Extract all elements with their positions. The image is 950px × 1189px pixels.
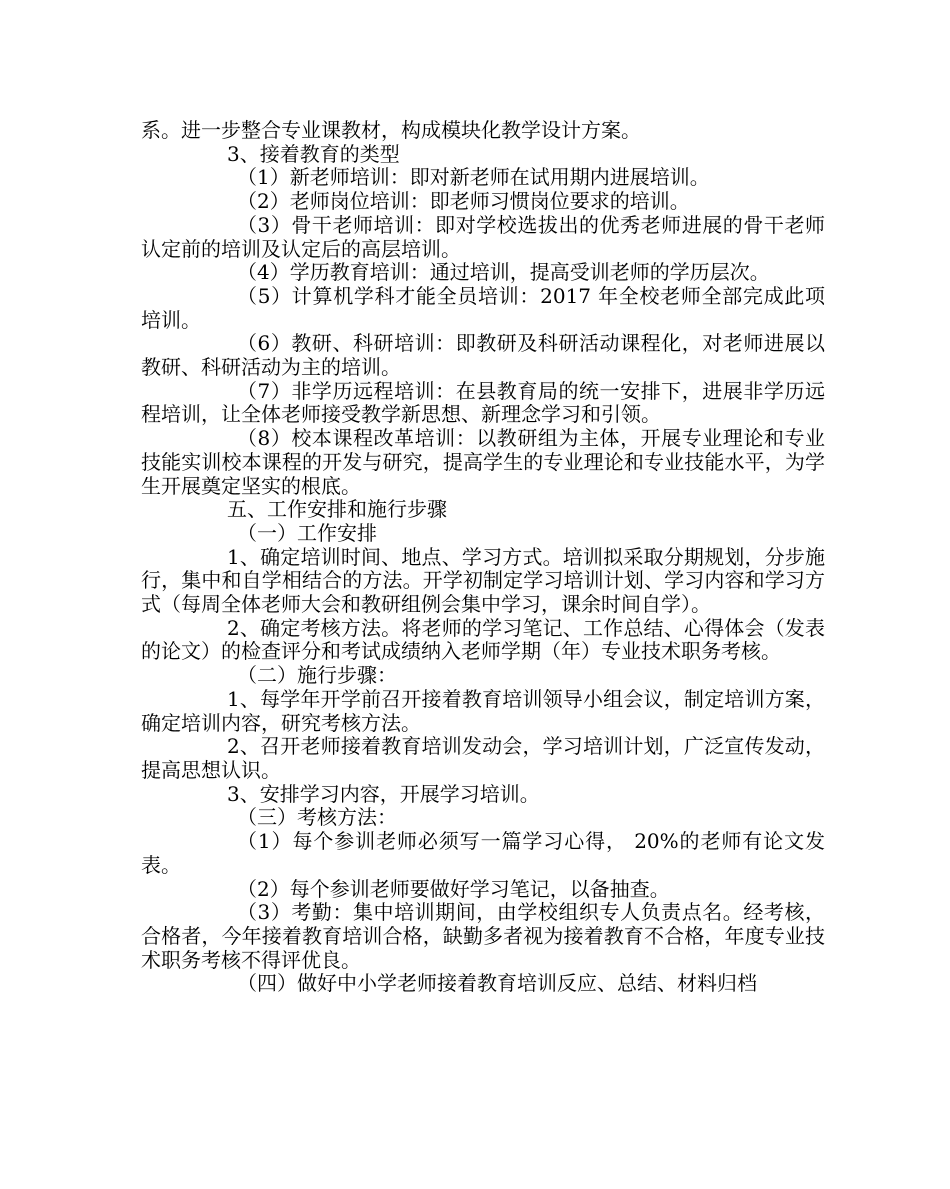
subsection-heading-2: （二）施行步骤：: [237, 663, 397, 688]
assessment-item-2: （2）每个参训老师要做好学习笔记，以备抽查。: [237, 876, 670, 901]
paragraph-1: 系。进一步整合专业课教材，构成模块化教学设计方案。: [141, 118, 641, 142]
assessment-item-1: （1）每个参训老师必须写一篇学习心得， 20%的老师有论文发表。: [141, 829, 825, 877]
section-heading-5: 五、工作安排和施行步骤: [227, 497, 447, 522]
list-item-type-4: （4）学历教育培训：通过培训，提高受训老师的学历层次。: [237, 260, 770, 285]
list-item-type-6: （6）教研、科研培训：即教研及科研活动课程化，对老师进展以教研、科研活动为主的培训。: [141, 331, 825, 380]
assessment-item-3: （3）考勤：集中培训期间，由学校组织专人负责点名。经考核，合格者，今年接着教育培训合格，缺勤多者视为接着教育不合格，年度专业技术职务考核不得评优良。: [141, 900, 825, 972]
list-item-type-7: （7）非学历远程培训：在县教育局的统一安排下，进展非学历远程培训，让全体老师接受教学新思想、新理念学习和引领。: [141, 378, 825, 427]
list-item-type-3: （3）骨干老师培训：即对学校选拔出的优秀老师进展的骨干老师认定前的培训及认定后的高层培训。: [141, 212, 825, 261]
subsection-heading-3: （三）考核方法：: [237, 805, 397, 830]
step-item-3: 3、安排学习内容，开展学习培训。: [227, 781, 540, 806]
step-item-2: 2、召开老师接着教育培训发动会，学习培训计划，广泛宣传发动，提高思想认识。: [141, 734, 825, 782]
list-item-type-2: （2）老师岗位培训：即老师习惯岗位要求的培训。: [237, 189, 690, 214]
section-heading-3: 3、接着教育的类型: [227, 141, 400, 166]
subsection-heading-4: （四）做好中小学老师接着教育培训反应、总结、材料归档: [237, 971, 757, 996]
list-item-type-5: （5）计算机学科才能全员培训：2017 年全校老师全部完成此项培训。: [141, 283, 825, 332]
document-body: [141, 119, 825, 996]
subsection-heading-1: （一）工作安排: [237, 520, 377, 545]
list-item-type-1: （1）新老师培训：即对新老师在试用期内进展培训。: [237, 165, 710, 190]
step-item-1: 1、每学年开学前召开接着教育培训领导小组会议，制定培训方案，确定培训内容，研究考核方法。: [141, 686, 825, 735]
arrangement-item-1: 1、确定培训时间、地点、学习方式。培训拟采取分期规划，分步施行，集中和自学相结合的方法。开学初制定学习培训计划、学习内容和学习方式（每周全体老师大会和教研组例会集中学习，课余时间自学）。: [141, 544, 825, 617]
list-item-type-8: （8）校本课程改革培训：以教研组为主体，开展专业理论和专业技能实训校本课程的开发与研究，提高学生的专业理论和专业技能水平，为学生开展奠定坚实的根底。: [141, 426, 825, 498]
arrangement-item-2: 2、确定考核方法。将老师的学习笔记、工作总结、心得体会（发表的论文）的检查评分和考试成绩纳入老师学期（年）专业技术职务考核。: [141, 615, 825, 664]
